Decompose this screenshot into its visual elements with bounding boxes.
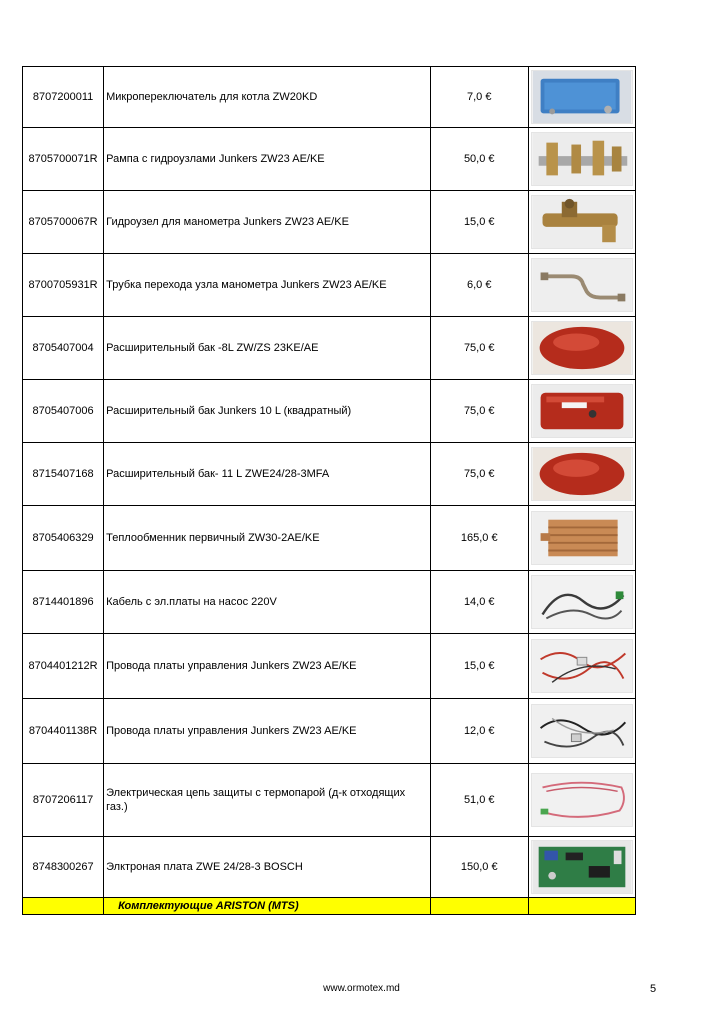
part-price: 14,0 € — [430, 571, 528, 634]
part-description: Элктроная плата ZWE 24/28-3 BOSCH — [104, 837, 431, 898]
website-footer: www.ormotex.md — [323, 983, 400, 994]
part-description: Провода платы управления Junkers ZW23 AE/KE — [104, 634, 431, 699]
circuit-board-photo — [531, 840, 633, 894]
part-description: Микропереключатель для котла ZW20KD — [104, 67, 431, 128]
part-price: 50,0 € — [430, 128, 528, 191]
part-code: 8715407168 — [23, 443, 104, 506]
table-row — [23, 191, 636, 254]
heat-exchanger-photo — [531, 511, 633, 565]
wiring-harness-photo — [531, 704, 633, 758]
tube-photo — [531, 258, 633, 312]
part-description: Расширительный бак- 11 L ZWE24/28-3MFA — [104, 443, 431, 506]
part-price: 75,0 € — [430, 317, 528, 380]
parts-price-table — [22, 66, 636, 915]
table-row — [23, 571, 636, 634]
table-row — [23, 380, 636, 443]
cable-photo — [531, 575, 633, 629]
part-code: 8704401212R — [23, 634, 104, 699]
part-code: 8705407004 — [23, 317, 104, 380]
part-code: 8714401896 — [23, 571, 104, 634]
part-description: Расширительный бак Junkers 10 L (квадратный) — [104, 380, 431, 443]
table-row — [23, 764, 636, 837]
part-description: Кабель с эл.платы на насос 220V — [104, 571, 431, 634]
table-row — [23, 67, 636, 128]
table-row — [23, 699, 636, 764]
part-description: Трубка перехода узла манометра Junkers ZW23 AE/KE — [104, 254, 431, 317]
part-price: 15,0 € — [430, 191, 528, 254]
table-row — [23, 634, 636, 699]
part-code: 8707206117 — [23, 764, 104, 837]
part-price: 165,0 € — [430, 506, 528, 571]
manometer-valve-photo — [531, 195, 633, 249]
category-label: Комплектующие ARISTON (MTS) — [104, 898, 431, 915]
table-row — [23, 506, 636, 571]
part-code: 8748300267 — [23, 837, 104, 898]
part-price: 15,0 € — [430, 634, 528, 699]
table-row — [23, 443, 636, 506]
square-tank-photo — [531, 384, 633, 438]
part-price: 150,0 € — [430, 837, 528, 898]
part-code: 8700705931R — [23, 254, 104, 317]
part-description: Провода платы управления Junkers ZW23 AE/KE — [104, 699, 431, 764]
thermocouple-wire-photo — [531, 773, 633, 827]
part-code: 8705700071R — [23, 128, 104, 191]
part-price: 75,0 € — [430, 443, 528, 506]
microswitch-photo — [531, 70, 633, 124]
table-row — [23, 837, 636, 898]
table-row — [23, 317, 636, 380]
table-row — [23, 128, 636, 191]
part-code: 8704401138R — [23, 699, 104, 764]
page-number: 5 — [650, 983, 657, 995]
part-price: 75,0 € — [430, 380, 528, 443]
table-row — [23, 254, 636, 317]
wiring-harness-photo — [531, 639, 633, 693]
part-description: Расширительный бак -8L ZW/ZS 23KE/AE — [104, 317, 431, 380]
part-code: 8705407006 — [23, 380, 104, 443]
part-description: Теплообменник первичный ZW30-2AE/KE — [104, 506, 431, 571]
part-price: 6,0 € — [430, 254, 528, 317]
category-row — [23, 898, 636, 915]
part-description: Рампа с гидроузлами Junkers ZW23 AE/KE — [104, 128, 431, 191]
round-tank-photo — [531, 447, 633, 501]
part-price: 51,0 € — [430, 764, 528, 837]
part-code: 8705700067R — [23, 191, 104, 254]
round-tank-photo — [531, 321, 633, 375]
part-description: Электрическая цепь защиты с термопарой (д-к отходящих газ.) — [104, 764, 431, 837]
part-price: 12,0 € — [430, 699, 528, 764]
hydraulic-ramp-photo — [531, 132, 633, 186]
part-price: 7,0 € — [430, 67, 528, 128]
part-description: Гидроузел для манометра Junkers ZW23 AE/KE — [104, 191, 431, 254]
part-code: 8705406329 — [23, 506, 104, 571]
part-code: 8707200011 — [23, 67, 104, 128]
